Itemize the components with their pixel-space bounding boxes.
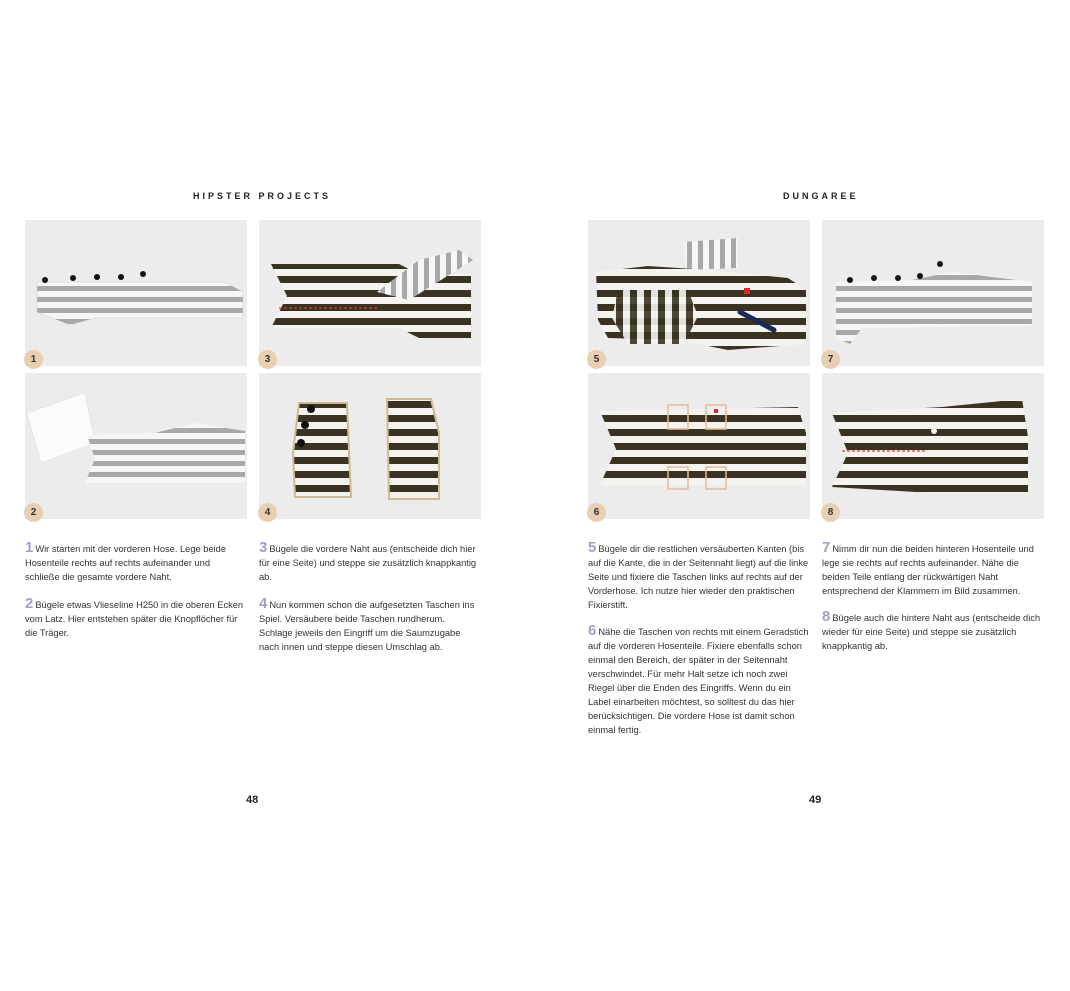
image-number-badge: 4 xyxy=(258,503,277,522)
image-number-badge: 3 xyxy=(258,350,277,369)
right-page xyxy=(535,0,1070,991)
step-8-text: 8 Bügele auch die hintere Naht aus (entscheide dich wieder für eine Seite) und steppe sie zusätzlich knappkantig ab. xyxy=(822,608,1041,651)
photo-step-7 xyxy=(822,220,1044,366)
step-4-text: 4 Nun kommen schon die aufgesetzten Taschen ins Spiel. Versäubere beide Taschen rundherum. Schlage jeweils den Eingriff um die Saumzugabe nach innen und steppe diesen Umschlag ab. xyxy=(259,595,475,652)
fabric-illustration xyxy=(25,373,247,519)
fabric-illustration xyxy=(822,220,1044,366)
page-number-right: 49 xyxy=(809,794,822,806)
image-number-badge: 6 xyxy=(587,503,606,522)
step-6-text: 6 Nähe die Taschen von rechts mit einem Geradstich auf die vorderen Hosenteile. Fixiere ebenfalls schon einmal den Bereich, der später in der Seitennaht verschwindet. Für mehr Halt setze ich noch zwei Riegel über die Enden des Eingriffs. Wenn du ein Label einarbeiten möchtest, so solltest du das hier berücksichtigen. Die vordere Hose ist damit schon einmal fertig. xyxy=(588,622,809,735)
fabric-illustration xyxy=(822,373,1044,519)
photo-step-6 xyxy=(588,373,810,519)
photo-step-1 xyxy=(25,220,247,366)
running-header-right: DUNGAREE xyxy=(783,191,859,201)
page-number-left: 48 xyxy=(246,794,259,806)
image-number-badge: 2 xyxy=(24,503,43,522)
fabric-illustration xyxy=(259,220,481,366)
step-5-text: 5 Bügele dir die restlichen versäuberten Kanten (bis auf die Kante, die in der Seitennaht liegt) auf die linke Seite und fixiere die Taschen links auf rechts auf der Vorderhose. Ich nutze hier wieder den praktischen Fixierstift. xyxy=(588,539,809,610)
image-number-badge: 1 xyxy=(24,350,43,369)
photo-step-5 xyxy=(588,220,810,366)
fabric-illustration xyxy=(588,220,810,366)
image-number-badge: 8 xyxy=(821,503,840,522)
image-number-badge: 5 xyxy=(587,350,606,369)
photo-step-4 xyxy=(259,373,481,519)
photo-step-2 xyxy=(25,373,247,519)
fabric-illustration xyxy=(588,373,810,519)
fabric-illustration xyxy=(25,220,247,366)
step-1-text: 1 Wir starten mit der vorderen Hose. Lege beide Hosenteile rechts auf rechts aufeinander und schließe die gesamte vordere Naht. xyxy=(25,539,227,582)
step-7-text: 7 Nimm dir nun die beiden hinteren Hosenteile und lege sie rechts auf rechts aufeinander. Nähe die beiden Teile entlang der rückwärtigen Naht entsprechend der Klammern im Bild zusammen. xyxy=(822,539,1034,596)
image-number-badge: 7 xyxy=(821,350,840,369)
step-3-text: 3 Bügele die vordere Naht aus (entscheide dich hier für eine Seite) und steppe sie zusätzlich knappkantig ab. xyxy=(259,539,477,582)
photo-step-8 xyxy=(822,373,1044,519)
step-2-text: 2 Bügele etwas Vlieseline H250 in die oberen Ecken vom Latz. Hier entstehen später die Knopflöcher für die Träger. xyxy=(25,595,244,638)
photo-step-3 xyxy=(259,220,481,366)
running-header-left: HIPSTER PROJECTS xyxy=(193,191,332,201)
fabric-illustration xyxy=(259,373,481,519)
